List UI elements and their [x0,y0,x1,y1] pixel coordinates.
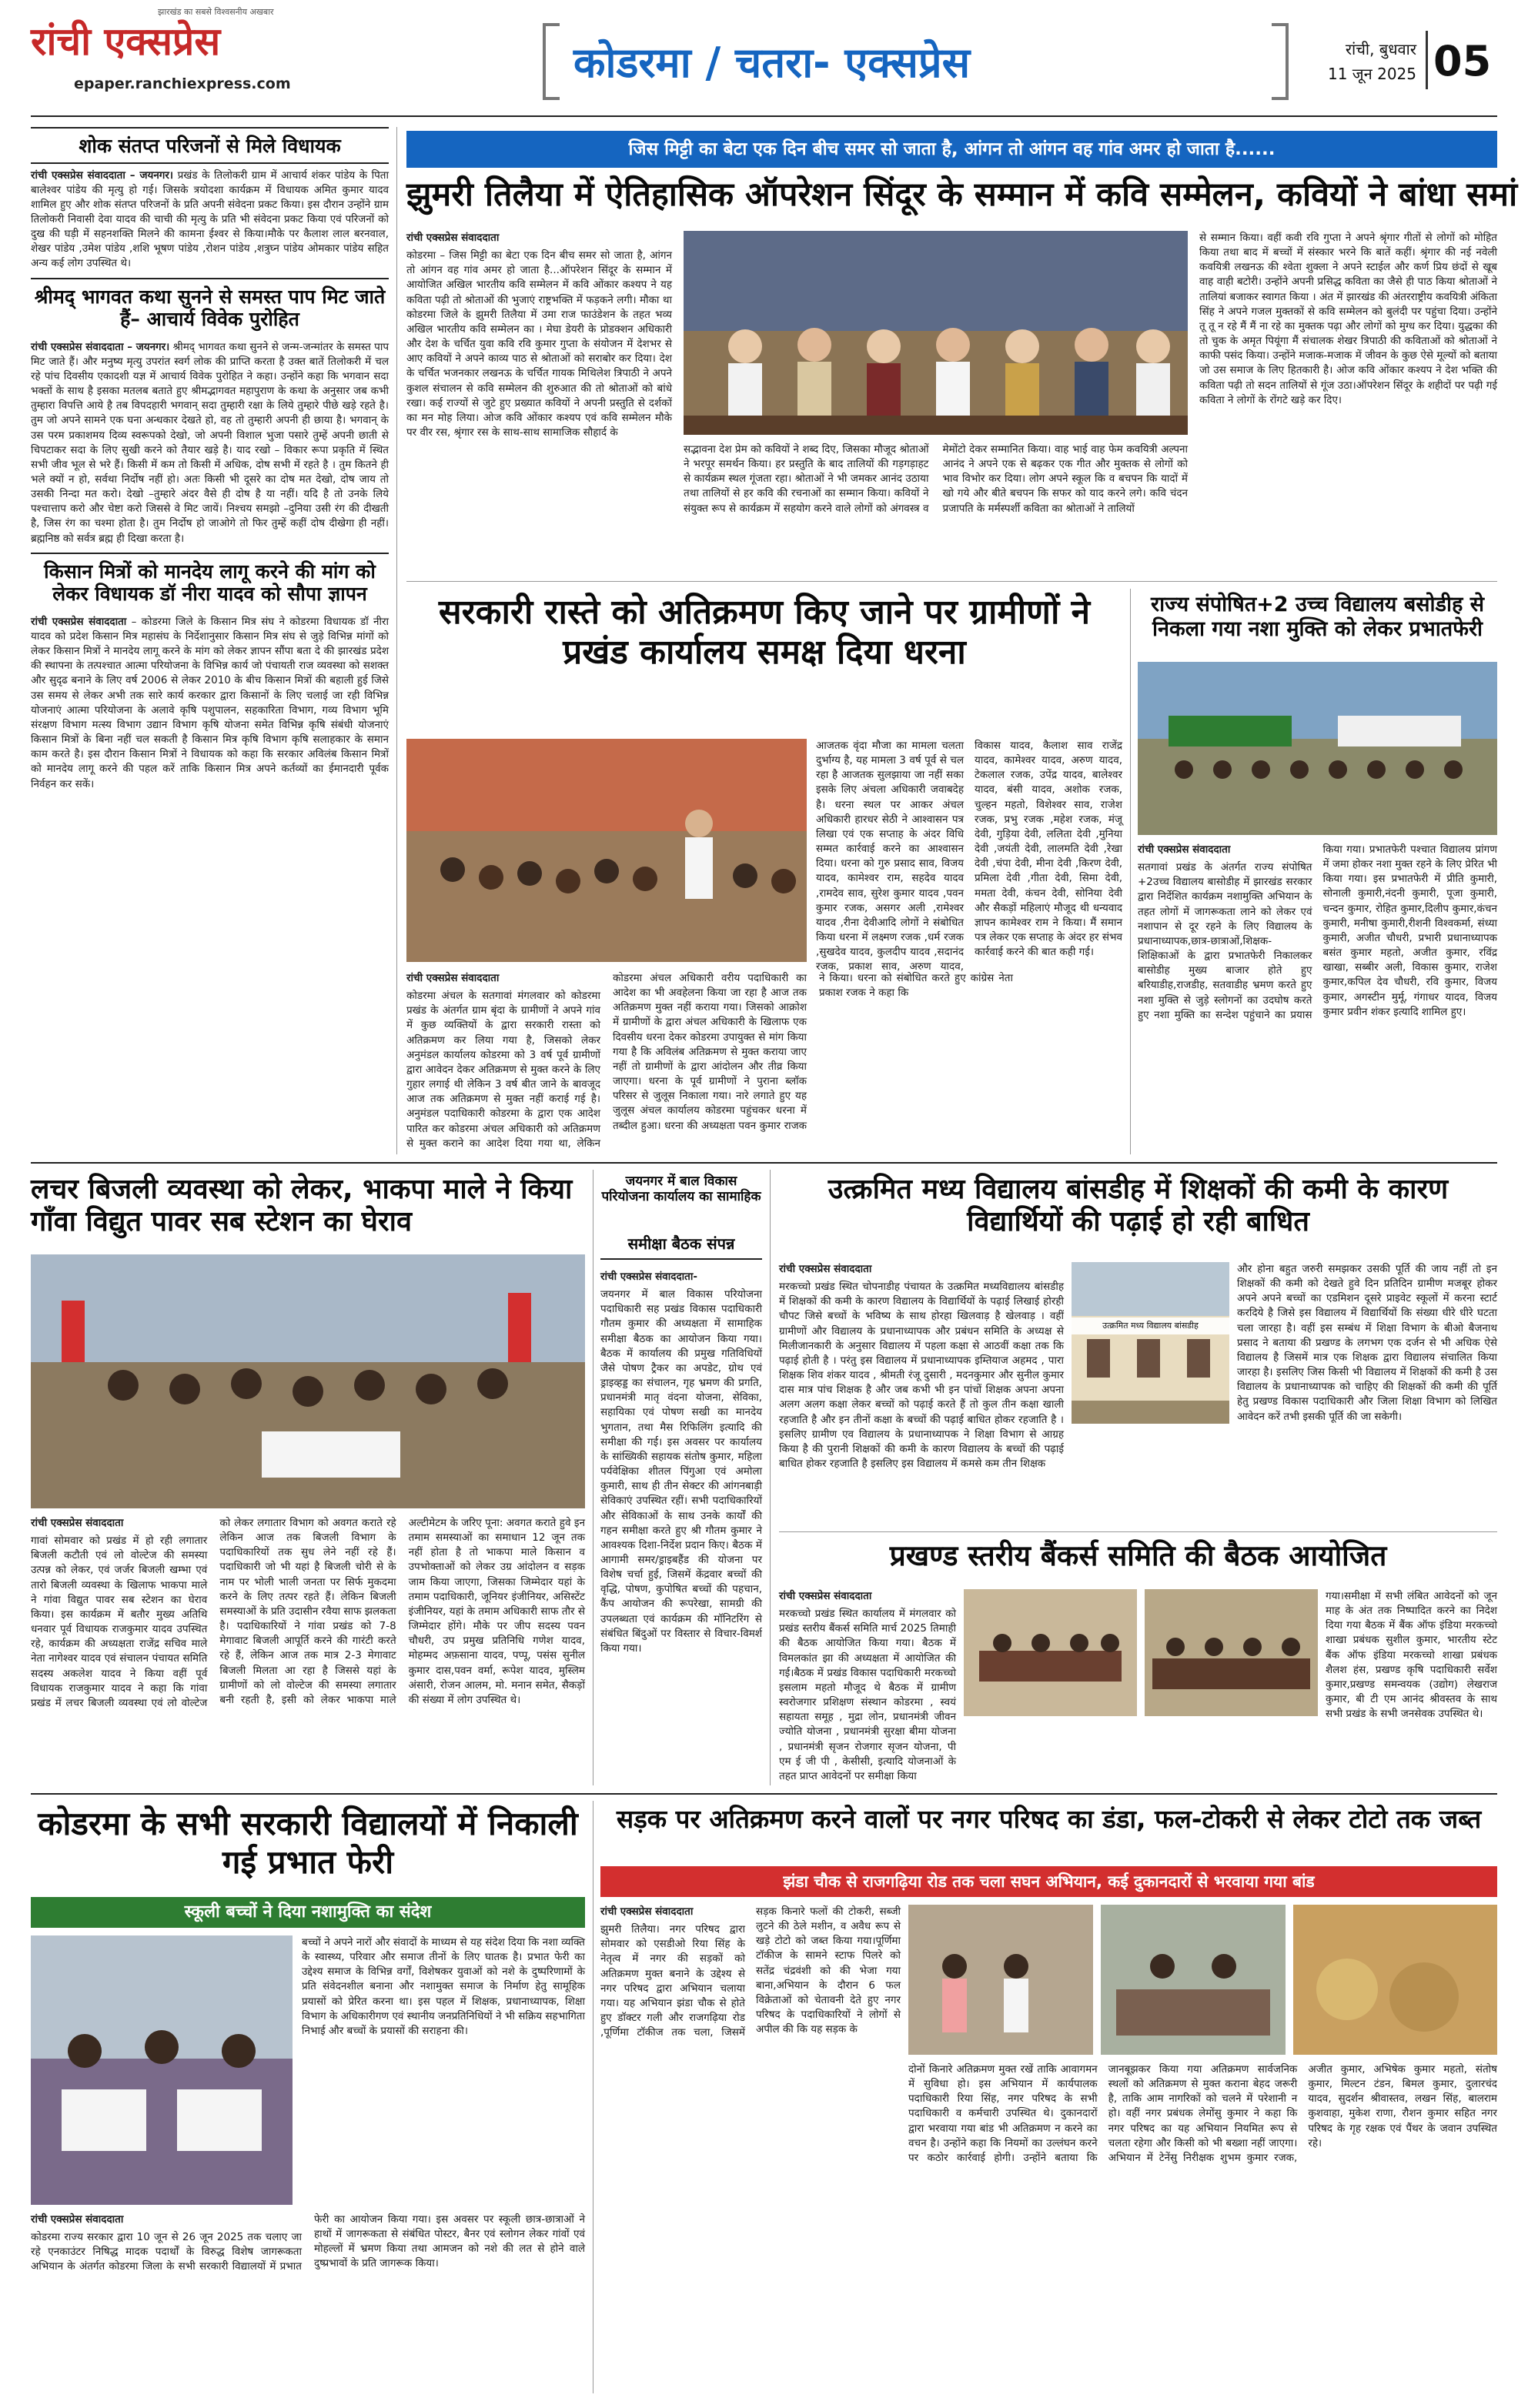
shikshak-photo [1072,1262,1229,1424]
dharna-photo [406,739,807,962]
bankers-table-image [1145,1589,1318,1716]
nagar-body-a [600,1905,901,2390]
page-number: 05 [1433,37,1492,85]
vidyalay-byline: रांची एक्सप्रेस संवाददाता [31,2213,124,2226]
nagar-photo-1 [908,1905,1093,2055]
poets-on-stage-image [684,231,1188,435]
left-column-divider [396,127,397,1154]
dharna-body-b [816,739,1122,1154]
nagar-photo-3 [1293,1905,1497,2055]
nagar-byline: रांची एक्सप्रेस संवाददाता [600,1905,694,1918]
students-poster-image [31,1935,293,2205]
lead-body-a [406,231,672,573]
left-story-2-byline: रांची एक्सप्रेस संवाददाता – जयनगर। [31,340,170,353]
nasha-headline: राज्य संपोषित+2 उच्च विद्यालय बसोडीह से निकला गया नशा मुक्ति को लेकर प्रभातफेरी [1151,593,1484,641]
vidyalay-text-b: बच्चों ने अपने नारों और संवादों के माध्यम से यह संदेश दिया कि नशा व्यक्ति के स्वास्थ्य, परिवार और समाज तीनों के लिए घातक है। प्रभात फेरी का उद्देश्य समाज के विभिन्न वर्गों, विशेषकर युवाओं को नशे के दुष्परिणामों के प्रति संवेदनशील बनाना और नशामुक्त समाज के निर्माण हेतु सामूहिक प्रयासों को प्रेरित करना था। इस पहल में शिक्षक, प्रधानाध्यापक, शिक्षा विभाग के अधिकारीगण एवं स्थानीय जनप्रतिनिधियों ने भी सक्रिय सहभागिता निभाई और बच्चों के प्रयासों की सराहना की। [302,1936,585,2037]
masthead-logo-tagline: झारखंड का सबसे विश्वसनीय अखबार [158,7,274,17]
left-story-3-byline: रांची एक्सप्रेस संवाददाता [31,615,127,628]
masthead [0,0,1528,115]
vidyalay-body-a [31,2213,585,2390]
lead-text-a: कोडरमा – जिस मिट्टी का बेटा एक दिन बीच समर सो जाता है, आंगन तो आंगन वह गांव अमर हो जाता है...ऑपरेशन सिंदूर के सम्मान में आयोजित अखिल भारतीय कवि सम्मेलन में कवि ओंकार कश्यप ने यह कविता पढ़ी तो श्रोताओं की भुजाएं राष्ट्रभक्ति में फड़कने लगी। मौका था कोडरमा जिले के झुमरी तिलैया में उमा राज फाउंडेशन के तहत भव्य अखिल भारतीय कवि सम्मेलन का । मेघा डेयरी के प्रोडक्शन अधिकारी और देश के चर्चित युवा कवि रवि कुमार गुप्ता के संयोजन में देशभर से आए कवियों ने अपने काव्य पाठ से श्रोताओं को सराबोर कर दिया। देश के चर्चित भजनकार लखनऊ के चर्चित गायक मिथिलेश त्रिपाठी ने अपने कुशल संचालन से कवि सम्मेलन की शुरुआत की तो श्रोताओं को बांधे रखा। कई राज्यों से जुटे हुए प्रख्यात कवियों ने अपनी प्रस्तुति से दर्शकों का मन मोह लिया। ओज कवि ओंकार कश्यप एवं कवि सम्मेलन मौके पर वीर रस, श्रृंगार रस के साथ-साथ सामाजिक सौहार्द के [406,249,672,439]
bal-byline: रांची एक्सप्रेस संवाददाता- [600,1271,697,1283]
lead-photo [684,231,1188,435]
page-divider [1426,31,1428,89]
bal-body [600,1270,762,1785]
section-title: कोडरमा / चतरा- एक्सप्रेस [573,38,971,87]
tagline-banner: जिस मिट्टी का बेटा एक दिन बीच समर सो जाता है, आंगन तो आंगन वह गांव अमर हो जाता है...... [406,131,1497,168]
protest-crowd-image [406,739,807,962]
dharna-headline: सरकारी रास्ते को अतिक्रमण किए जाने पर ग्रामीणों ने प्रखंड कार्यालय समक्ष दिया धरना [438,593,1091,672]
section-rule-1 [31,1162,1497,1164]
lead-text-b: सद्भावना देश प्रेम को कवियों ने शब्द दिए, जिसका मौजूद श्रोताओं ने भरपूर समर्थन किया। हर प्रस्तुति के बाद तालियों की गड़गड़ाहट से कार्यक्रम स्थल गूंजता रहा। श्रोताओं ने भी जमकर आनंद उठाया तथा तालियों से हर कवि की रचनाओं का सम्मान किया। कवियों ने संयुक्त रूप से कार्यक्रम में सहयोग करने वाले लोगों को अंगवस्त्र व मेमोंटो देकर सम्मानित किया। वाह भाई वाह फेम कवयित्री अल्पना आनंद ने अपने एक से बढ़कर एक गीत और मुक्तक से लोगों को भाव विभोर कर दिया। लोग अपने स्कूल कि व बचपन कि यादों में खो गये और बीते बचपन कि सफर को याद करने लगे। कवि चंदन प्रजापति के मर्मस्पर्शी कविता का श्रोताओं ने तालियों [684,443,1188,515]
bank-text-a: मरकच्चो प्रखंड स्थित कार्यालय में मंगलवार को प्रखंड स्तरीय बैंकर्स समिति मार्च 2025 तिमाही की बैठक आयोजित किया गया। बैठक में विमलकांत झा की अध्यक्षता में आयोजित की गई।बैठक में प्रखंड विकास पदाधिकारी मरकच्चो इसलाम महतो मौजूद थे बैठक में ग्रामीण स्वरोजगार प्रशिक्षण संस्थान कोडरमा , स्वयं सहायता समूह , मुद्रा लोन, प्रधानमंत्री जीवन ज्योति योजना , प्रधानमंत्री सुरक्षा बीमा योजना , प्रधानमंत्री सृजन रोजगार सृजन योजना, पी एम ई जी पी , केसीसी, इत्यादि योजनाओं के तहत प्राप्त आवेदनों पर समीक्षा किया [779,1608,956,1782]
masthead-url[interactable]: epaper.ranchiexpress.com [74,75,291,92]
bijli-byline: रांची एक्सप्रेस संवाददाता [31,1517,124,1529]
dateline-date: 11 जून 2025 [1327,65,1416,83]
masthead-rule [31,115,1497,117]
gherao-protest-image [31,1254,585,1508]
bal-headline: समीक्षा बैठक संपन्न [600,1235,762,1260]
nasha-text: सतगावां प्रखंड के अंतर्गत राज्य संपोषित +2उच्च विद्यालय बासोडीह में झारखंड सरकार द्वारा निर्देशित कार्यक्रम नशामुक्ति अभियान के तहत लोगों में जागरूकता लाने को लेकर एवं नशापान से दूर रहने के लिए विद्यालय के प्रधानाध्यापक,छात्र-छात्राओं,शिक्षक-शिक्षिकाओं के द्वारा प्रभातफेरी निकालकर बासोडीह मुख्य बाजार होते हुए बरियाडीह,राजडीह, सतवाडीह भ्रमण करते हुए नशा मुक्ति से जुड़े स्लोगनों का उदघोष करते हुए नशा मुक्ति का सन्देश पहुंचाने का प्रयास किया गया। प्रभातफेरी पश्चात विद्यालय प्रांगण में जमा होकर नशा मुक्त रहने के लिए प्रेरित भी किया गया। इस प्रभातफेरी में प्रीति कुमारी, सोनाली कुमारी,नंदनी कुमारी, पूजा कुमारी, चन्दन कुमार, रोहित कुमार,दिलीप कुमार,कंचन कुमारी, मनीषा कुमारी,रीशनी विश्वकर्मा, संध्या कुमारी, अजीत चौधरी, प्रभारी प्रधानाध्यापक बसंत कुमार महतो, अजीत कुमार, रविंद्र खाखा, सब्बीर अली, विकास कुमार, राजेश कुमार,कपिल देव चौधरी, रवि कुमार, विजय कुमार, अगस्टीन मुर्मू, गंगाधर यादव, विजय कुमार प्रवीन शंकर इत्यादि शामिल हुए। [1138,843,1497,1021]
vidyalay-text-a: कोडरमा राज्य सरकार द्वारा 10 जून से 26 जून 2025 तक चलाए जा रहे एनकाउंटर निषिद्ध मादक पदार्थों के विरुद्ध विशेष जागरूकता अभियान के अंतर्गत कोडरमा जिला के सभी सरकारी विद्यालयों में प्रभात फेरी का आयोजन किया गया। इस अवसर पर स्कूली छात्र-छात्राओं ने हाथों में जागरूकता से संबंधित पोस्टर, बैनर एवं स्लोगन लेकर गांवों एवं मोहल्लों में भ्रमण किया तथा आमजन को नशे की लत से होने वाले दुष्प्रभावों के प्रति जागरूक किया। [31,2213,585,2273]
bank-body-a [779,1589,956,1785]
bijli-headline: लचर बिजली व्यवस्था को लेकर, भाकपा माले ने किया गाँवा विद्युत पावर सब स्टेशन का घेराव [31,1174,573,1238]
bank-text-b: गया।समीक्षा में सभी लंबित आवेदनों को जून माह के अंत तक निष्पादित करने का निदेश दिया गया बैठक में बैंक ऑफ इंडिया मरकच्चो शाखा प्रबंधक सुशील कुमार, भारतीय स्टेट बैंक ऑफ इंडिया मरकच्चो शाखा प्रबंधक शैलश हंस, प्रखण्ड कृषि पदाधिकारी सर्वेश कुमार,प्रखण्ड समन्वयक (उद्योग) लेखराज कुमार, बी टी एम आनंद श्रीवस्तव के साथ सभी प्रखंड के सभी जनसेवक उपस्थित थे। [1326,1590,1497,1721]
dharna-text-b: आजतक वृंदा मौजा का मामला चलता दुर्भाग्य है, यह मामला 3 वर्ष पूर्व से चल रहा है आजतक सुलझाया जा नहीं सका इसके लिए अंचला अधिकारी जवाबदेह है। धरना स्थल पर आकर अंचल अधिकारी हारधर सेठी ने आश्वासन पत्र लिखा एवं एक सप्ताह के अंदर विधि सम्मत कार्रवाई करने का आश्वासन दिया। धरना को गुरु प्रसाद साव, विजय यादव, कामेश्वर राम, सहदेव यादव ,रामदेव साव, सुरेश कुमार यादव ,पवन कुमार रजक, असगर अली ,रामेश्वर यादव ,रीना देवीआदि लोगों ने संबोधित किया धरना में लक्ष्मण रजक ,धर्म रजक ,सुखदेव यादव, कुलदीप यादव ,सदानंद रजक, प्रकाश साव, अरुण यादव, विकास यादव, कैलाश साव राजेंद्र यादव, कामेश्वर यादव, अरुण यादव, टेकलाल रजक, उपेंद्र यादव, बालेश्वर यादव, बंसी यादव, अशोक रजक, चुल्हन महतो, विशेश्वर साव, राजेश रजक, प्रभु रजक ,महेश रजक, मंजू देवी, गुड़िया देवी, ललिता देवी ,मुनिया देवी ,जयंती देवी, लालमति देवी ,रेखा देवी ,चंपा देवी, मीना देवी ,किरण देवी, प्रमिला देवी ,गीता देवी, सिमा देवी, ममता देवी, कंचन देवी, सोनिया देवी और सैकड़ों महिलाएं मौजूद थी धन्यवाद ज्ञापन कामेश्वर राम ने किया। मैं समान पत्र लेकर एक सप्ताह के अंदर हर संभव कार्रवाई करने की बात कही गई। [816,740,1122,974]
shikshak-text-a: मरकच्चो प्रखंड स्थित चोपनाडीह पंचायत के उत्क्रमित मध्यविद्यालय बांसडीह में शिक्षकों की कमी के कारण विद्यालय के विद्यार्थियों के पढ़ाई लिखाई होरही चौपट जिसे बच्चों के भविष्य के साथ होरहा खिलवाड़ है खेलवाड़ । वहीं ग्रामीणों और विद्यालय के प्रधानाध्यापक और प्रबंधन समिति के अध्यक्ष से मिलीजानकारी के अनुसार विद्यालय में पहला कक्षा से आठवीं कक्षा तक कि पढ़ाई होती है । परंतु इस विद्यालय में प्रधानाध्यापक इम्तियाज अहमद , पारा शिक्षक शिव शंकर यादव , श्रीमती रंजू दुसारी , मदनकुमार और सुनील कुमार दास मात्र पांच शिक्षक है और जब कभी भी इन पांचों शिक्षक अपना अपना अलग अलग कक्षा लेकर बच्चों को पढ़ाई करते हैं तो कुल तीन कक्षा खाली रहजाति है और इन तीनों कक्षा के बच्चों की पढ़ाई बाधित होकर रहजाति है । इसलिए ग्रामीण एव विद्यालय के प्रधानाध्यापक ने शिक्षा विभाग से आग्रह किया है की पुरानी शिक्षकों की कमी के कारण विद्यालय के बच्चों की पढ़ाई बाधित होकर रहजाति है इसलिए इस विद्यालय में कमसे कम तीन शिक्षक [779,1281,1064,1471]
bank-photo-1 [964,1589,1137,1716]
shikshak-headline: उत्क्रमित मध्य विद्यालय बांसडीह में शिक्षकों की कमी के कारण विद्यार्थियों की पढ़ाई हो रही बाधित [828,1174,1449,1238]
left-story-1-headline: शोक संतप्त परिजनों से मिले विधायक [31,127,389,164]
left-story-3-body [31,615,389,792]
bijli-body [31,1516,585,1785]
dateline-day: रांची, बुधवार [1345,40,1416,58]
lead-headline: झुमरी तिलैया में ऐतिहासिक ऑपरेशन सिंदूर के सम्मान में कवि सम्मेलन, कवियों ने बांधा समां [406,175,1518,214]
nasha-body [1138,843,1497,1154]
bal-kicker: जयनगर में बाल विकास परियोजना कार्यालय का सामाहिक [601,1174,761,1205]
left-story-1-body [31,169,389,272]
nagar-subhead: झंडा चौक से राजगढ़िया रोड तक चला सघन अभियान, कई दुकानदारों से भरवाया गया बांड [600,1866,1497,1897]
section-bracket-left [543,23,560,100]
vidyalay-photo [31,1935,293,2205]
rally-students-image [1138,662,1497,835]
lead-text-c: से सम्मान किया। वहीं कवी रवि गुप्ता ने अपने श्रृंगार गीतों से लोगों को मोहित किया तथा बाद में बच्चों में संस्कार भरने कि बातें कहीं। श्रृंगार की नई नवेली कवयित्री लखनऊ की श्वेता शुक्ला ने अपने स्टाईल और कर्ण प्रिय छंदों से खूब वाह वाही बटोरी। उन्होंने अपनी प्रसिद्ध कविता का जैसे ही पाठ किया श्रोताओं ने तालियां बजाकर स्वागत किया । अंत में झारखंड की अंतरराष्ट्रीय कवयित्री अंकिता सिंह ने अपने गजल मुक्तकों से कवि सम्मेलन को बुलंदी पर पहुंचा दिया। उन्होंने तू तू न रहे मैं मैं ना रहे का मुक्तक पढ़ा और लोगों को मुग्ध कर दिया। युद्धका की तो चुक के अमृत पियूंगा मैं संचालक शेखर त्रिपाठी की कविताओं को श्रोताओं ने काफी पसंद किया। उन्होंने मजाक-मजाक में जीवन के कुछ ऐसे मूल्यों को बताया जो उस समाज के लिए हितकारी है। ओज कवि ओंकार कश्यप ने देश भक्ति की कविता पढ़ी तो सदन तालियों से गूंज उठा।ऑपरेशन सिंदूर के शहीदों पर पढ़ी गई कविता ने लोगों के रोंगटे खड़े कर दिए। [1199,232,1497,406]
masthead-logo: रांची एक्सप्रेस [31,18,221,64]
lead-byline: रांची एक्सप्रेस संवाददाता [406,232,500,244]
shikshak-byline: रांची एक्सप्रेस संवाददाता [779,1263,872,1275]
left-story-2-text: श्रीमद् भागवत कथा सुनने से जन्म-जन्मांतर के समस्त पाप मिट जाते हैं। और मनुष्य मृत्यु उपरांत स्वर्ग लोक की प्राप्ति करता है उक्त बातें तिलोकरी में चल रहे पांच दिवसीय एकादशी यज्ञ में आचार्य विवेक पुरोहित ने कहा। उन्होंने कहा कि भगवान सदा भक्तों के साथ है इसका मतलब बताते हुए श्रीमद्भागवत महापुराण के कथा के अनुसार जब कभी तुम्हारा विपत्ति आये है तब विपदहारी भगवान् सदा तुम्हारी रक्षा के लिये तुम्हारे पीछे खड़े रहते है। तुम जो अपने सामने एक घना अन्धकार देखते हो, वह तो तुम्हारी अपनी ही छाया है। भगवान् के उस परम प्रकाशमय दिव्य स्वरूपको देखो, जो अपनी विशाल भुजा पसारे तुम्हें अपनी छाती से चिपटाकर सदा के लिए सुखी करने को तैयार खड़े है। याद रखो – विकार रूपा प्रकृति में स्थित सभी जीव भूल से भरे हैं। किसी में कम तो किसी में अधिक, दोष सभी में रहते है । तुम कितने ही भले क्यों न हो, सर्वथा निर्दोष नहीं हो। अतः किसी भी दूसरे का दोष मत देखो, दोष जाय तो उसकी निन्दा मत करो। देखो –तुम्हारे अंदर वैसे ही दोष है या नहीं। यदि है तो उनके लिये पश्चात्ताप करो और चेष्टा करो जिससे वे मिट जायें। निश्चय समझो –दुनिया उसी रंग की दीखती है, जिस रंग का चश्मा होता है। तुम निर्दोष हो जाओगे तो फिर तुम्हें कहीं दोष दीखेगा ही नहीं। ब्रह्मनिष्ठ को सर्वत्र ब्रह्म ही दिखा करता है। [31,340,389,545]
left-story-3-headline: किसान मित्रों को मानदेय लागू करने की मांग को लेकर विधायक डॉ नीरा यादव को सौपा ज्ञापन [31,553,389,610]
shikshak-body-a [779,1262,1064,1524]
left-story-2-headline: श्रीमद् भागवत कथा सुनने से समस्त पाप मिट जाते हैं– आचार्य विवेक पुरोहित [31,278,389,336]
vidyalay-headline: कोडरमा के सभी सरकारी विद्यालयों में निकाली गई प्रभात फेरी [38,1805,578,1881]
officials-street-image [908,1905,1093,2055]
meeting-hall-image [964,1589,1137,1716]
lead-body-c [1199,231,1497,573]
nasha-photo [1138,662,1497,835]
shikshak-photo-label: उत्क्रमित मध्य विद्यालय बांसडीह [1072,1318,1229,1334]
vidyalay-body-b [302,1935,585,2205]
nagar-photo-2 [1101,1905,1286,2055]
section-bracket-right [1272,23,1289,100]
nagar-text-a: झुमरी तिलैया। नगर परिषद द्वारा सोमवार को एसडीओ रिया सिंह के नेतृत्व में नगर की सड़कों को अतिक्रमण मुक्त बनाने के उद्देश्य से नगर परिषद द्वारा अभियान चलाया गया। यह अभियान झंडा चौक से होते हुए डॉक्टर गली और राजगढ़िया रोड ,पूर्णिमा टॉकीज तक चला, जिसमें सड़क किनारे फलों की टोकरी, सब्जी लुटने की ठेले मशीन, व अवैध रूप से खड़े टोटो को जब्त किया गया।पूर्णिमा टॉकीज के सामने स्टाफ पिलरे को सतेंद्र चंद्रवंशी को की भेजा गया बाना,अभियान के दौरान 6 फल विक्रेताओं को चेतावनी देते हुए नगर परिषद के पदाधिकारियों ने लोगों से अपील की कि यह सड़क के [600,1905,901,2039]
bijli-text: गावां सोमवार को प्रखंड में हो रही लगातार बिजली कटौती एवं लो वोल्टेज की समस्या उत्पन्न को लेकर, एवं जर्जर बिजली खम्भा एवं तारो बिजली व्यवस्था के खिलाफ भाकपा माले ने गांवा विद्युत पावर सब स्टेशन का घेराव किया। इस कार्यक्रम में बतौर मुख्य अतिथि धनवार पूर्व विधायक राजकुमार यादव उपस्थित रहे, कार्यक्रम की अध्यक्षता राजेंद्र सचिव माले नेता नागेश्वर यादव एवं संचालन पंचायत समिति सदस्य अकलेश यादव ने किया वहीं पूर्व विधायक राजकुमार यादव ने कहा कि गांवा प्रखंड में लचर बिजली व्यवस्था एवं लो वोल्टेज को लेकर लगातार विभाग को अवगत कराते रहे लेकिन आज तक बिजली विभाग के पदाधिकारियों तक सुध लेने नहीं रहे हैं। पदाधिकारी जो भी यहां है बिजली चोरी से के नाम पर भोली भाली जनता पर सिर्फ मुकदमा करने के लिए तत्पर रहते हैं। लेकिन बिजली समस्याओं के प्रति उदासीन रवैया साफ झलकता है। पदाधिकारियों ने गांवा प्रखंड को 7-8 मेगावाट बिजली आपूर्ति करने की गारंटी करते रहे हैं, लेकिन आज तक मात्र 2-3 मेगावाट बिजली मिलता आ रहा है जिससे यहां के ग्रामीणों को लो वोल्टेज की समस्या लगातार बनी रहती है, इसी को लेकर भाकपा माले अल्टीमेटम के जरिए पूना: अवगत कराते हुवे इन तमाम समस्याओं का समाधान 12 जून तक नहीं होता है तो भाकपा माले किसान व उपभोक्ताओं को लेकर उग्र आंदोलन व सड़क जाम किया जाएगा, जिसका जिम्मेदार यहां के तमाम पदाधिकारी, जूनियर इंजीनियर, असिस्टेंट इंजीनियर, यहां के तमाम अधिकारी साफ तौर से जिम्मेदार होंगे। मौके पर जीप सदस्य पवन चौधरी, उप प्रमुख प्रतिनिधि गणेश यादव, मोहम्मद अफ़साना यादव, पप्पू, पसंस सुनील कुमार दास,पवन वर्मा, रूपेश यादव, मुस्लिम अंसारी, रोजन आलम, मो. मनान समेत, सैकड़ों की संख्या में लोग उपस्थित थे। [31,1517,585,1709]
nagar-text-b: दोनों किनारे अतिक्रमण मुक्त रखें ताकि आवागमन में सुविधा हो। इस अभियान में कार्यपालक पदाधिकारी रिया सिंह, नगर परिषद के सभी पदाधिकारी व कर्मचारी उपस्थित थे। दुकानदारों द्वारा भरवाया गया बांड भी अतिक्रमण न करने का वचन है। उन्होंने कहा कि नियमों का उल्लंघन करने पर कठोर कार्रवाई होगी। उन्होंने बताया कि जानबूझकर किया गया अतिक्रमण सार्वजनिक स्थलों को अतिक्रमण से मुक्त कराना बेहद जरूरी है, ताकि आम नागरिकों को चलने में परेशानी न हो। वहीं नगर प्रबंधक लेमोंसु कुमार ने कहा कि नगर परिषद का यह अभियान नियमित रूप से चलता रहेगा और किसी को भी बख्शा नहीं जाएगा।अभियान में टेनेंसु निरीक्षक शुभम कुमार रजक, अजीत कुमार, अभिषेक कुमार महतो, संतोष कुमार, मिल्टन टंडन, बिमल कुमार, दुलारचंद यादव, सुदर्शन श्रीवास्तव, लखन सिंह, बालराम कुशवाहा, मुकेश राणा, रौशन कुमार सहित नगर परिषद के गृह रक्षक एवं पैंथर के जवान उपस्थित रहे। [908,2063,1497,2164]
nagar-headline: सड़क पर अतिक्रमण करने वालों पर नगर परिषद का डंडा, फल-टोकरी से लेकर टोटो तक जब्त [616,1804,1482,1834]
dharna-body-a [406,971,1013,1154]
left-story-1-text: प्रखंड के तिलोकरी ग्राम में आचार्य शंकर पांडेय के पिता बालेश्वर पांडेय की मृत्यु हो गई। जिसके त्रयोदशा कार्यक्रम में विधायक अमित कुमार यादव शामिल हुए और शोक संतप्त परिजनों के प्रति अपनी संवेदना प्रकट किया। इस दौरान उन्होंने ग्राम तिलोकरी निवासी देवा यादव की चाची की मृत्यु के प्रति भी संवेदना प्रकट किया एवं परिजनों को दुख की घड़ी में सहनशक्ति मिलने की कामना ईश्वर से किया।मौके पर कैलाश लाल बरनवाल, शेखर पांडेय ,उमेश पांडेय ,शशि भूषण पांडेय ,रोशन पांडेय ,शत्रुघ्न पांडेय ओमकार पांडेय सहित अन्य कई लोग उपस्थित थे। [31,169,389,270]
shikshak-body-b [1237,1262,1497,1524]
vidyalay-subhead: स्कूली बच्चों ने दिया नशामुक्ति का संदेश [31,1897,585,1928]
bal-divider [770,1170,771,1785]
bank-byline: रांची एक्सप्रेस संवाददाता [779,1590,872,1602]
bank-headline: प्रखण्ड स्तरीय बैंकर्स समिति की बैठक आयोजित [889,1539,1387,1572]
bal-text: जयनगर में बाल विकास परियोजना पदाधिकारी सह प्रखंड विकास पदाधिकारी गौतम कुमार की अध्यक्षता में सामाहिक समीक्षा बैठक का आयोजन किया गया। बैठक में कार्यालय की प्रमुख गतिविधियों जैसे पोषण ट्रैकर का अपडेट, ग्रोथ एवं ड्राइव्हड्ड का संचालन, गृह भ्रमण की प्रगति, प्रधानमंत्री मातृ वंदना योजना, सेविका, सहायिका एवं पोषण सखी का मानदेय भुगतान, तथा मैस रिफिलिंग इत्यादि की समीक्षा की गई। इस अवसर पर कार्यालय के सांख्यिकी सहायक संतोष कुमार, महिला पर्यवेक्षिका शीतल पिंगुआ एवं अमोला कुमारी, साथ ही तीन सेक्टर की आंगनबाड़ी सेविकाएं उपस्थित रहीं। सभी पदाधिकारियों और सेविकाओं के साथ उनके कार्यों की गहन समीक्षा करते हुए श्री गौतम कुमार ने आवश्यक दिशा-निर्देश प्रदान किए। बैठक में आगामी समर/ड्राइबहैंड की योजना पर विशेष चर्चा हुई, जिसमें केंद्रवार बच्चों की वृद्धि, पोषण, कुपोषित बच्चों की पहचान, कैंप आयोजन की रूपरेखा, सामग्री की उपलब्धता एवं कार्यक्रम की मॉनिटरिंग से संबंधित बिंदुओं पर विस्तार से विचार-विमर्श किया गया। [600,1288,762,1655]
nasha-byline: रांची एक्सप्रेस संवाददाता [1138,843,1231,856]
shikshak-text-b: और होना बहुत जरुरी समझकर उसकी पूर्ति की जाय नहीं तो इन शिक्षकों की कमी को देखते हुवे दिन प्रतिदिन ग्रामीण मजबूर होकर अपने अपने बच्चों का एडमिशन दूसरे प्राइवेट स्कूलों में करना स्टार्ट करदिये है जिसे इस विद्यालय में विद्यार्थियों कि संख्या धीरे धीरे घटता चला जारहा है। वहीं इस सम्बंध में शिक्षा विभाग के बीओ बैजनाथ प्रसाद ने बताया की प्रखण्ड के लगभग एक दर्जन से भी अधिक ऐसे विद्यालय है जिसमें मात्र एक शिक्षक द्वारा विद्यालय संचालित किया जारहा है। इसलिए जिस किसी भी विद्यालय में शिक्षकों की कमी है उस विद्यालय के प्रधानाध्यापक को चाहिए की शिक्षकों की कमी की पूर्ति हेतु प्रखण्ड विकास पदाधिकारी और जिला शिक्षा विभाग को लिखित आवेदन करें तभी इसकी पूर्ति की जा सकेगी। [1237,1263,1497,1423]
section-rule-2 [31,1793,1497,1795]
left-story-2-body [31,340,389,546]
seized-goods-image [1293,1905,1497,2055]
lead-body-b [684,443,1188,573]
left-story-1-byline: रांची एक्सप्रेस संवाददाता – जयनगर। [31,169,174,182]
left-story-3-text: – कोडरमा जिले के किसान मित्र संघ ने कोडरमा विधायक डॉ नीरा यादव को प्रदेश किसान मित्र महासंघ के निर्देशानुसार किसान मित्र संघ से जुड़े विभिन्न मांगों को लेकर किसान मित्रों ने मानदेय लागू करने के मांग को लेकर ज्ञापन सौंपा बता दे की झारखंड प्रदेश की स्थापना के तत्पश्चात आत्मा परियोजना के विभिन्न कार्य जो पंचायती राज व्यवस्था को सशक्त और सुदृढ बनाने के लिए वर्ष 2006 से लेकर 2010 के बीच किसान मित्रों की बहाली हुई जिसे उस समय से लेकर अभी तक सारे कार्य करकार द्वारा किसानों के लिए चलाई जा रही विभिन्न योजनाएं आत्मा परियोजना के अलावे कृषि पशुपालन, सहकारिता विभाग, गव्य विभाग भूमि संरक्षण विभाग मत्स्य विभाग उद्यान विभाग कृषि योजना समेत विभिन्न कृषि संबंधी योजनाएं किसान मित्रों के बिना नहीं चल सकती है किसान मित्र कृषि विभाग कृषि सलाहकार के समान काम करते है। इस दौरान किसान मित्रों ने विधायक को कहा कि सरकार अविलंब किसान मित्रों को मानदेय लागू करने की पहल करें ताकि किसान मित्र अपने कर्तव्यों का ईमानदारी पूर्वक निर्वहन कर सकें। [31,615,389,790]
market-drive-image [1101,1905,1286,2055]
nagar-body-b [908,2062,1497,2390]
shikshak-bottom-rule [779,1531,1497,1532]
dharna-byline: रांची एक्सप्रेस संवाददाता [406,972,500,984]
lead-bottom-rule [406,581,1497,582]
school-building-image [1072,1262,1229,1424]
left-column [31,127,389,1154]
bank-body-b [1326,1589,1497,1785]
dharna-divider [1130,589,1131,1154]
dharna-text-a: कोडरमा अंचल के सतगावां मंगलवार को कोडरमा प्रखंड के अंतर्गत ग्राम बृंदा के ग्रामीणों ने अपने गांव में कुछ व्यक्तियों के द्वारा सरकारी रास्ता को अतिक्रमण कर लिया गया है, जिसको लेकर अनुमंडल कार्यालय कोडरमा को 3 वर्ष पूर्व ग्रामीणों द्वारा आवेदन देकर अतिक्रमण से मुक्त करने के लिए गुहार लगाई थी लेकिन 3 वर्ष बीत जाने के बावजूद आज तक अतिक्रमण से मुक्त नहीं कराई गई है। अनुमंडल पदाधिकारी कोडरमा के द्वारा एक आदेश पारित कर कोडरमा अंचल अधिकारी को अतिक्रमण से मुक्त कराने का आदेश दिया गया था, लेकिन कोडरमा अंचल अधिकारी वरीय पदाधिकारी का आदेश का भी अवहेलना किया जा रहा है आज तक अतिक्रमण मुक्त नहीं कराया गया। जिसको आक्रोश में ग्रामीणों के द्वारा अंचल अधिकारी के खिलाफ एक दिवसीय धरना देकर कोडरमा उपायुक्त से मांग किया गया है कि अविलंब अतिक्रमण से मुक्त कराया जाए नहीं तो ग्रामीणों के द्वारा आंदोलन और तीव्र किया जाएगा। धरना के पूर्व ग्रामीणों ने पुराना ब्लॉक परिसर से जुलूस निकाला गया। नारे लगाते हुए यह जुलूस अंचल कार्यालय कोडरमा पहुंचकर धरना में तब्दील हुआ। धरना की अध्यक्षता पवन कुमार राजक ने किया। धरना को संबोधित करते हुए कांग्रेस नेता प्रकाश रजक ने कहा कि [406,972,1013,1150]
bijli-photo [31,1254,585,1508]
bank-photo-2 [1145,1589,1318,1716]
